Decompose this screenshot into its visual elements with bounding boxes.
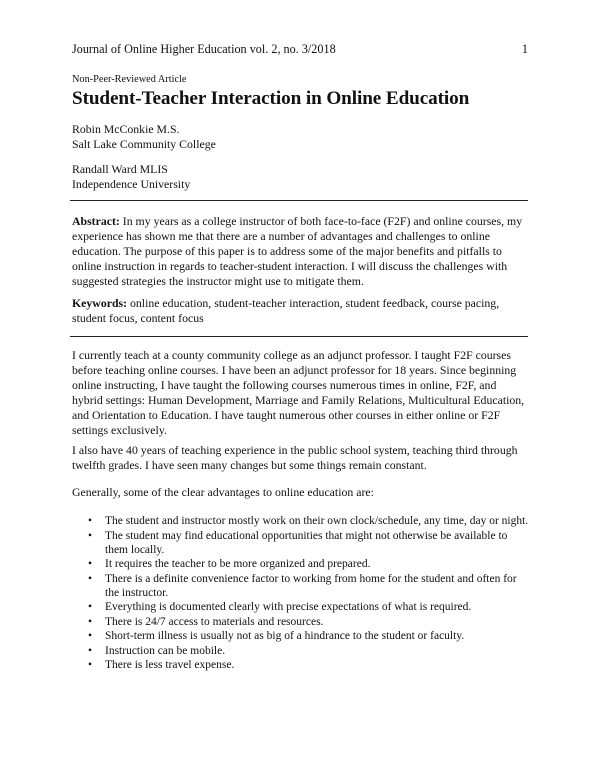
bullet-glyph: • [88, 601, 93, 613]
author-1-affiliation: Salt Lake Community College [72, 137, 216, 151]
abstract [72, 214, 530, 289]
list-item: • Everything is documented clearly with precise expectations of what is required. [88, 601, 472, 613]
author-2-name: Randall Ward MLIS [72, 162, 168, 176]
bullet-glyph: • [88, 615, 93, 628]
article-title: Student-Teacher Interaction in Online Education [72, 88, 470, 109]
author-2-affiliation: Independence University [72, 177, 191, 191]
author-1-name: Robin McConkie M.S. [72, 122, 180, 136]
body-paragraph-1: I currently teach at a county community college as an adjunct professor. I taught F2F courses before teaching online courses. I have been an adjunct professor for 18 years. Since beginning online instructing, I have taught the following courses numerous times in online, F2F, and hybrid settings: Human Development, Marriage and Family Relations, Multicultural Education, and Orientation to Education. I have taught numerous other courses in either online or F2F settings exclusively. [72, 348, 525, 437]
body-paragraph-2: I also have 40 years of teaching experience in the public school system, teaching third through twelfth grades. I have seen many changes but some things remain constant. [72, 443, 518, 472]
list-item: • The student and instructor mostly work on their own clock/schedule, any time, day or night. [88, 515, 529, 527]
list-item: • There is 24/7 access to materials and resources. [88, 615, 324, 628]
running-header [72, 42, 528, 56]
bullet-glyph: • [88, 630, 93, 642]
list-item: • There is a definite convenience factor to working from home for the student and often for the instructor. [88, 572, 517, 599]
list-item: • It requires the teacher to be more organized and prepared. [88, 558, 371, 570]
bullet-glyph: • [88, 644, 93, 657]
bullet-glyph: • [88, 515, 93, 527]
abstract-text: In my years as a college instructor of both face-to-face (F2F) and online courses, my experience has shown me that there are a number of advantages and challenges to online education. The purpose of this paper is to address some of the major benefits and pitfalls to online instruction in regards to teacher-student interaction. I will discuss the challenges with suggested strategies the instructor might use to mitigate them. [72, 214, 523, 288]
divider-rule-bottom [70, 336, 528, 337]
advantages-list [72, 514, 532, 673]
journal-citation: Journal of Online Higher Education vol. 2, no. 3/2018 [72, 42, 336, 56]
bullet-glyph: • [88, 529, 93, 542]
bullet-glyph: • [88, 558, 93, 570]
list-item: • Instruction can be mobile. [88, 644, 226, 657]
article-type-label: Non-Peer-Reviewed Article [72, 74, 187, 85]
list-item: • There is less travel expense. [88, 659, 235, 671]
keywords-label: Keywords: [72, 296, 128, 310]
keywords [72, 296, 530, 326]
body-paragraph-3: Generally, some of the clear advantages to online education are: [72, 485, 374, 499]
list-item: • The student may find educational opportunities that might not otherwise be available to them locally. [88, 529, 508, 556]
divider-rule-top [70, 200, 528, 201]
list-item: • Short-term illness is usually not as big of a hindrance to the student or faculty. [88, 630, 465, 642]
abstract-label: Abstract: [72, 214, 120, 228]
page-number: 1 [521, 42, 528, 56]
bullet-glyph: • [88, 572, 93, 585]
keywords-text: online education, student-teacher interaction, student feedback, course pacing, student focus, content focus [72, 296, 500, 325]
bullet-glyph: • [88, 659, 93, 671]
